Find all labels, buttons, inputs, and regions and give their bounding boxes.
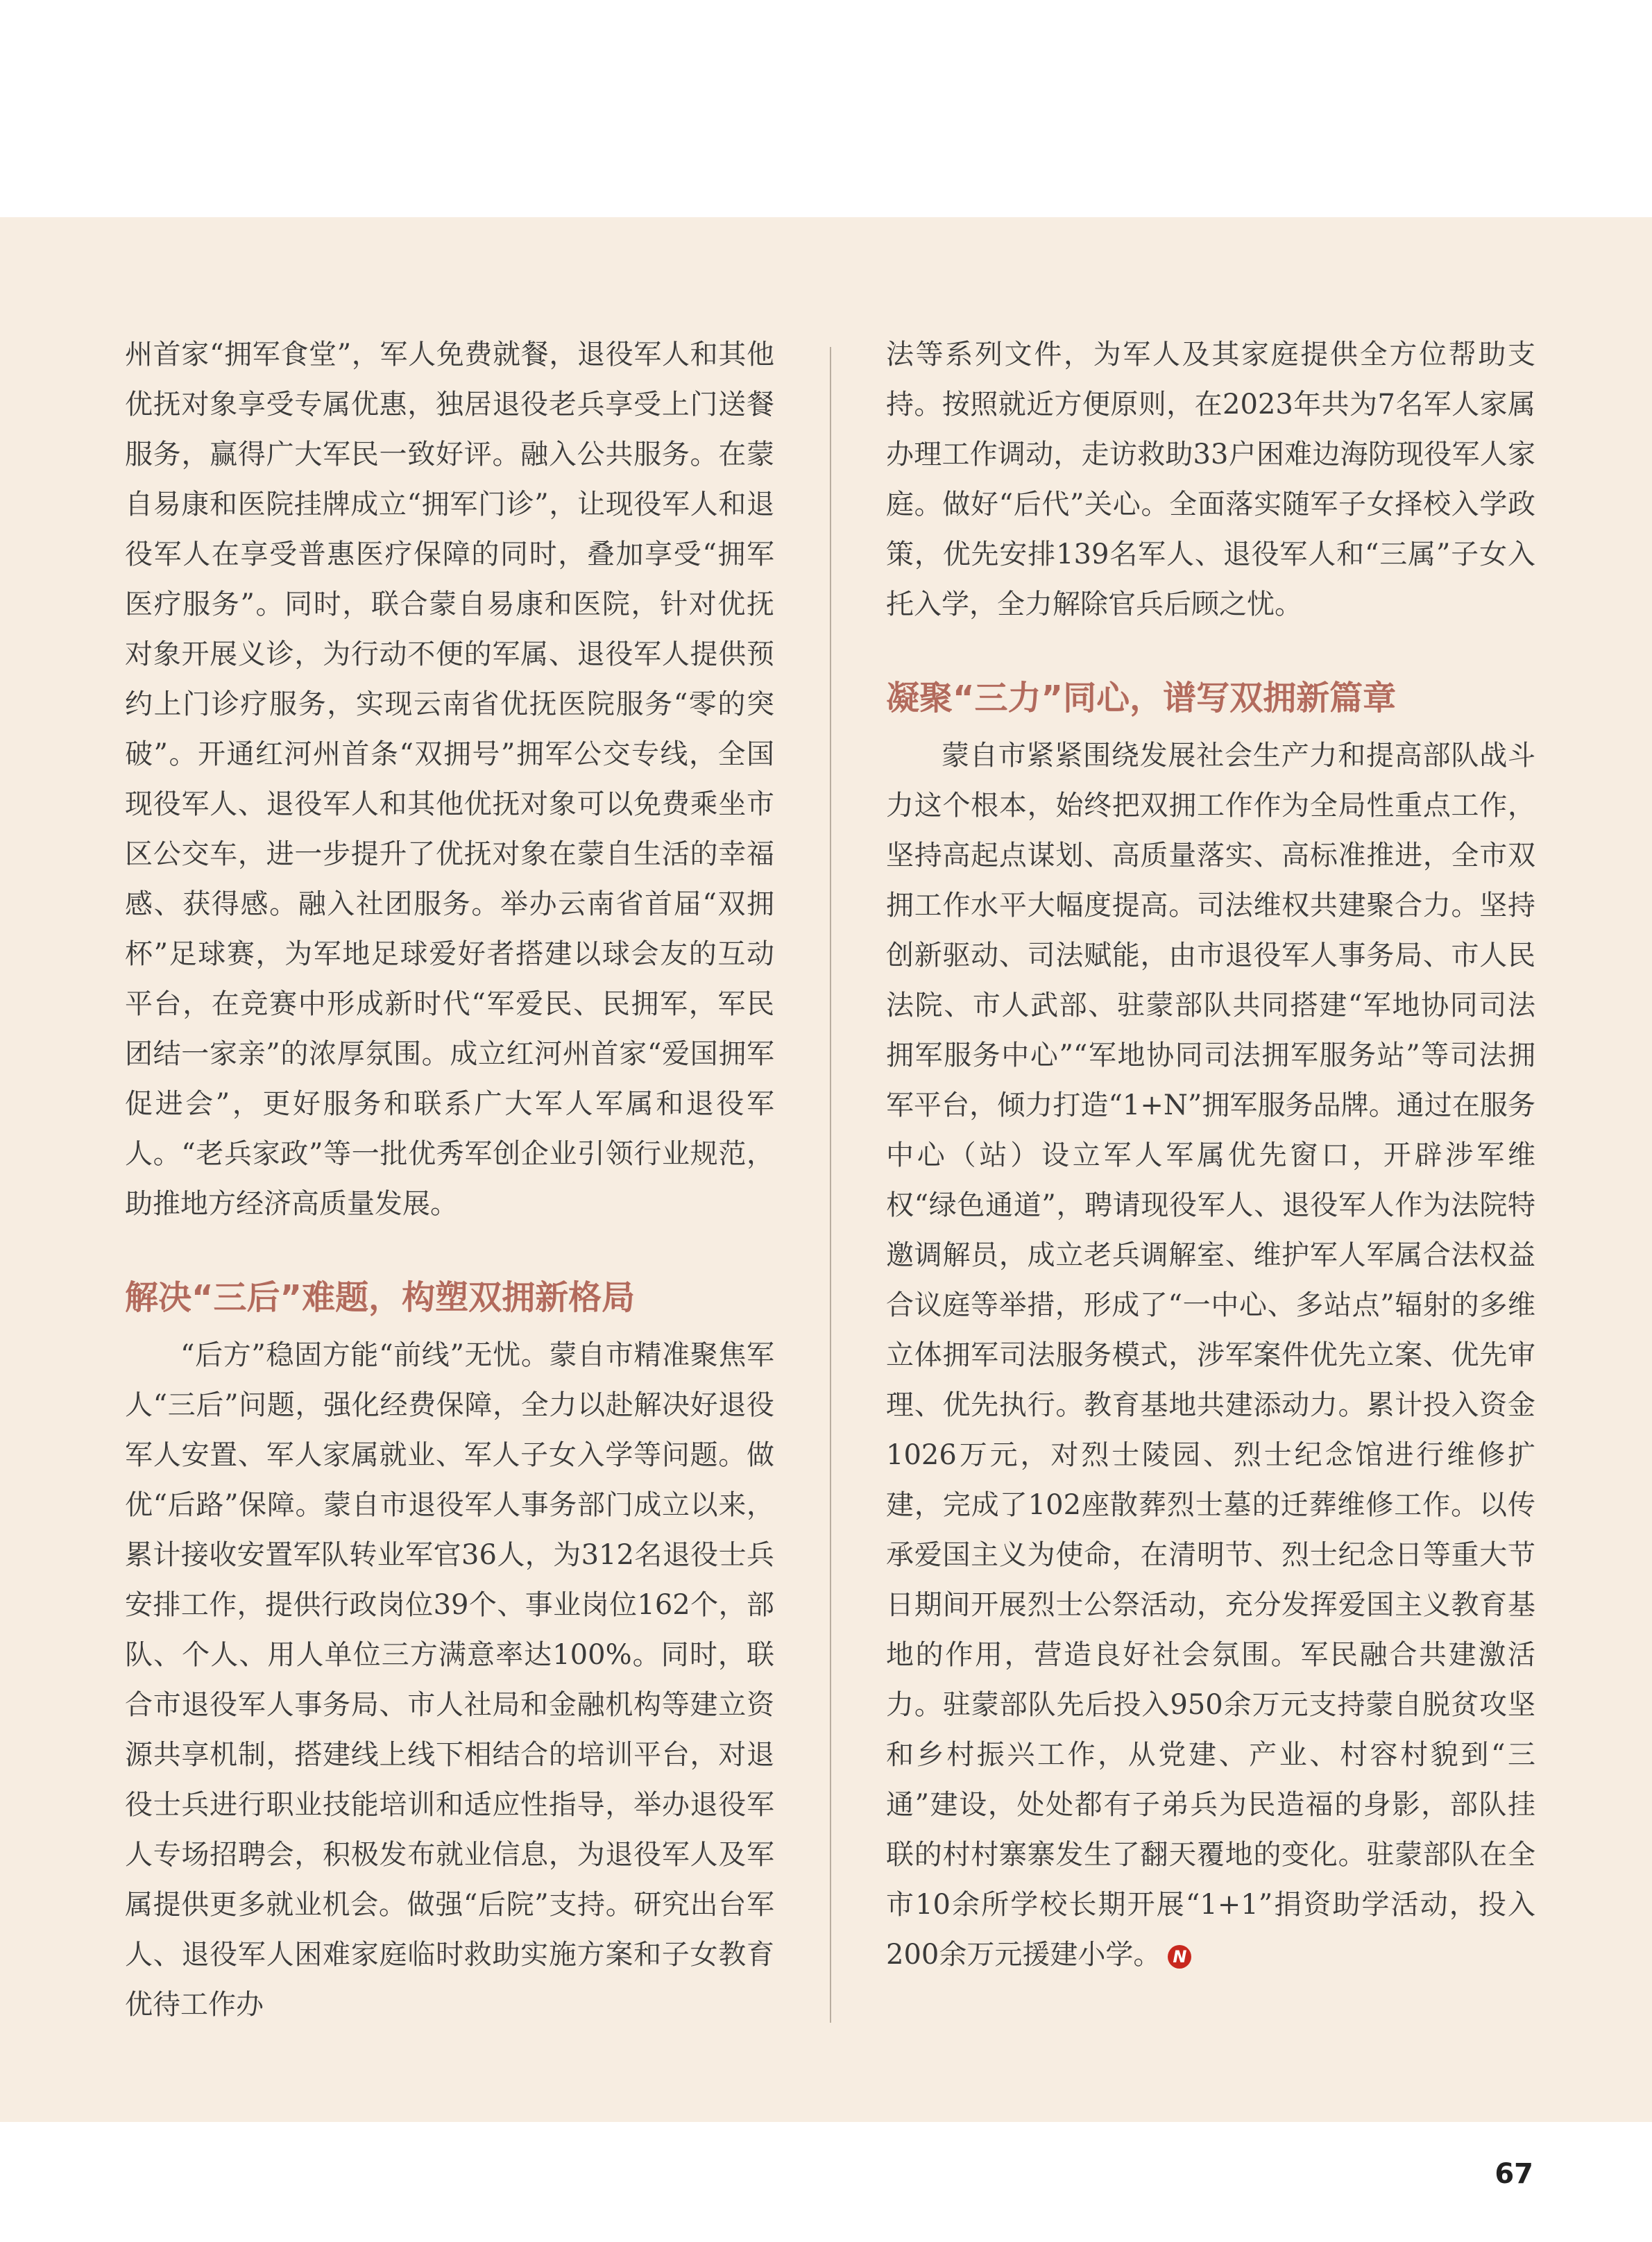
article-paragraph-text: 蒙自市紧紧围绕发展社会生产力和提高部队战斗力这个根本，始终把双拥工作作为全局性重点工作，坚持高起点谋划、高质量落实、高标准推进，全市双拥工作水平大幅度提高。司法维权共建聚合力。坚持创新驱动、司法赋能，由市退役军人事务局、市人民法院、市人武部、驻蒙部队共同搭建“军地协同司法拥军服务中心”“军地协同司法拥军服务站”等司法拥军平台，倾力打造“1+N”拥军服务品牌。通过在服务中心（站）设立军人军属优先窗口，开辟涉军维权“绿色通道”，聘请现役军人、退役军人作为法院特邀调解员，成立老兵调解室、维护军人军属合法权益合议庭等举措，形成了“一中心、多站点”辐射的多维立体拥军司法服务模式，涉军案件优先立案、优先审理、优先执行。教育基地共建添动力。累计投入资金1026万元，对烈士陵园、烈士纪念馆进行维修扩建，完成了102座散葬烈士墓的迁葬维修工作。以传承爱国主义为使命，在清明节、烈士纪念日等重大节日期间开展烈士公祭活动，充分发挥爱国主义教育基地的作用，营造良好社会氛围。军民融合共建激活力。驻蒙部队先后投入950余万元支持蒙自脱贫攻坚和乡村振兴工作，从党建、产业、村容村貌到“三通”建设，处处都有子弟兵为民造福的身影，部队挂联的村村寨寨发生了翻天覆地的变化。驻蒙部队在全市10余所学校长期开展“1+1”捐资助学活动，投入200余万元援建小学。 [886, 740, 1535, 1971]
article-paragraph-final [886, 731, 1535, 1980]
section-heading: 凝聚“三力”同心，谱写双拥新篇章 [886, 679, 1397, 717]
column-divider [830, 347, 831, 2023]
end-mark-icon: N [1168, 1945, 1191, 1969]
article-column-left [125, 330, 774, 2030]
article-paragraph: 法等系列文件，为军人及其家庭提供全方位帮助支持。按照就近方便原则，在2023年共为7名军人家属办理工作调动，走访救助33户困难边海防现役军人家庭。做好“后代”关心。全面落实随军子女择校入学政策，优先安排139名军人、退役军人和“三属”子女入托入学，全力解除官兵后顾之忧。 [886, 339, 1535, 620]
article-paragraph: “后方”稳固方能“前线”无忧。蒙自市精准聚焦军人“三后”问题，强化经费保障，全力以赴解决好退役军人安置、军人家属就业、军人子女入学等问题。做优“后路”保障。蒙自市退役军人事务部门成立以来，累计接收安置军队转业军官36人，为312名退役士兵安排工作，提供行政岗位39个、事业岗位162个，部队、个人、用人单位三方满意率达100%。同时，联合市退役军人事务局、市人社局和金融机构等建立资源共享机制，搭建线上线下相结合的培训平台，对退役士兵进行职业技能培训和适应性指导，举办退役军人专场招聘会，积极发布就业信息，为退役军人及军属提供更多就业机会。做强“后院”支持。研究出台军人、退役军人困难家庭临时救助实施方案和子女教育优待工作办 [125, 1339, 774, 2021]
section-heading: 解决“三后”难题，构塑双拥新格局 [125, 1278, 636, 1317]
article-paragraph: 州首家“拥军食堂”，军人免费就餐，退役军人和其他优抚对象享受专属优惠，独居退役老兵享受上门送餐服务，赢得广大军民一致好评。融入公共服务。在蒙自易康和医院挂牌成立“拥军门诊”，让现役军人和退役军人在享受普惠医疗保障的同时，叠加享受“拥军医疗服务”。同时，联合蒙自易康和医院，针对优抚对象开展义诊，为行动不便的军属、退役军人提供预约上门诊疗服务，实现云南省优抚医院服务“零的突破”。开通红河州首条“双拥号”拥军公交专线，全国现役军人、退役军人和其他优抚对象可以免费乘坐市区公交车，进一步提升了优抚对象在蒙自生活的幸福感、获得感。融入社团服务。举办云南省首届“双拥杯”足球赛，为军地足球爱好者搭建以球会友的互动平台，在竞赛中形成新时代“军爱民、民拥军，军民团结一家亲”的浓厚氛围。成立红河州首家“爱国拥军促进会”，更好服务和联系广大军人军属和退役军人。“老兵家政”等一批优秀军创企业引领行业规范，助推地方经济高质量发展。 [125, 339, 774, 1220]
article-column-right [886, 330, 1535, 1980]
page-number: 67 [1495, 2158, 1533, 2190]
